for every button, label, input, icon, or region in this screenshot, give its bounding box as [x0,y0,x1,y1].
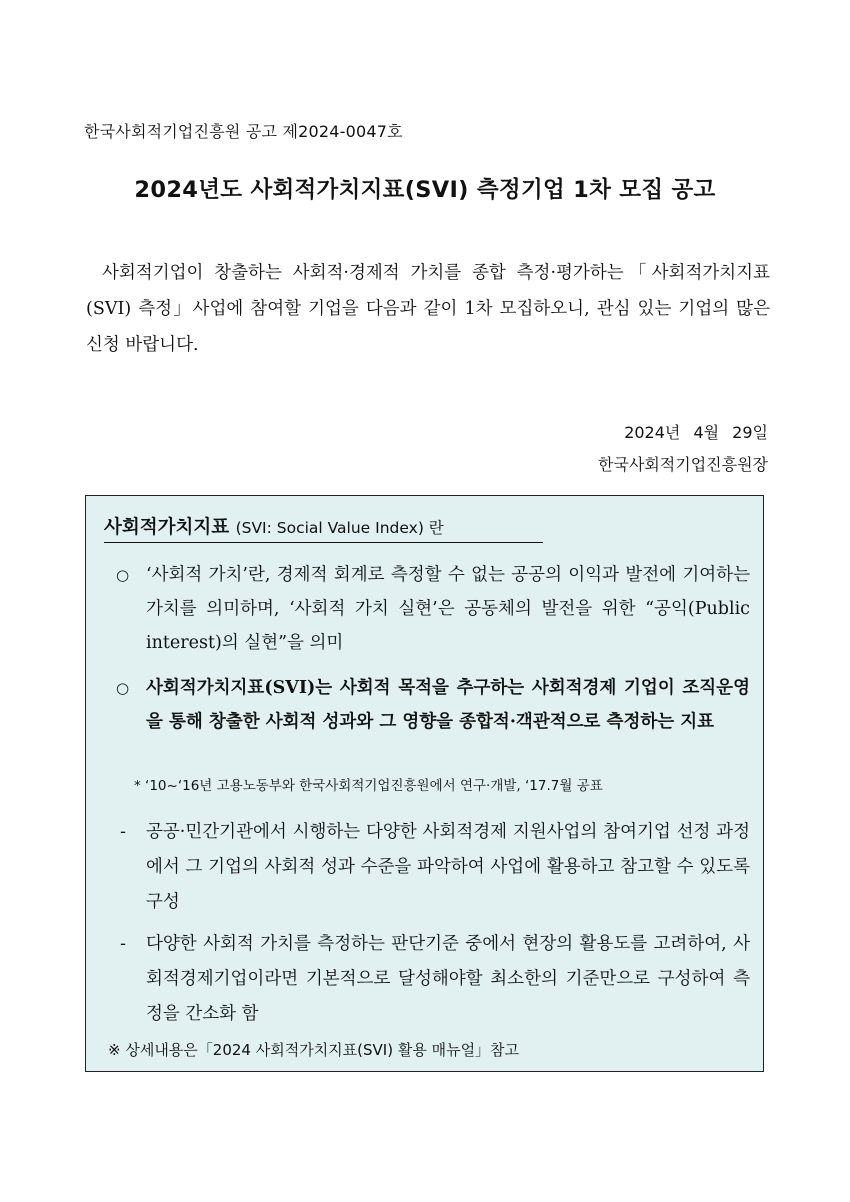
svi-info-box [85,495,764,1072]
dash-item [120,815,750,920]
dash-text: 공공·민간기관에서 시행하는 다양한 사회적경제 지원사업의 참여기업 선정 과정에서 그 기업의 사회적 성과 수준을 파악하여 사업에 활용하고 참고할 수 있도록 구성 [146,822,750,912]
notice-number: 한국사회적기업진흥원 공고 제2024-0047호 [84,122,403,141]
dash-text: 다양한 사회적 가치를 측정하는 판단기준 중에서 현장의 활용도를 고려하여, 사회적경제기업이라면 기본적으로 달성해야할 최소한의 기준만으로 구성하여 측정을 간소화 함 [146,934,750,1024]
intro-paragraph: 사회적기업이 창출하는 사회적·경제적 가치를 종합 측정·평가하는「사회적가치지표(SVI) 측정」사업에 참여할 기업을 다음과 같이 1차 모집하오니, 관심 있는 기업의 많은 신청 바랍니다. [86,263,770,355]
dash-item [120,927,750,1032]
info-box-title [104,513,543,543]
dash-bullet-icon: - [120,822,126,842]
bullet-item [116,558,750,660]
page-title: 2024년도 사회적가치지표(SVI) 측정기업 1차 모집 공고 [134,177,716,203]
footnote: * ‘10~‘16년 고용노동부와 한국사회적기업진흥원에서 연구·개발, ‘17.7월 공표 [134,778,603,794]
info-box-title-main: 사회적가치지표 [104,517,230,538]
bullet-item [116,671,750,739]
bullet-text: ‘사회적 가치’란, 경제적 회계로 측정할 수 없는 공공의 이익과 발전에 기여하는 가치를 의미하며, ‘사회적 가치 실현’은 공동체의 발전을 위한 “공익(Public interest)의 실현”을 의미 [146,565,750,653]
notice-date: 2024년 4월 29일 [624,423,768,442]
info-box-title-sub: (SVI: Social Value Index) 란 [235,519,444,537]
dash-bullet-icon: - [120,934,126,954]
circle-bullet-icon: ○ [116,679,130,697]
manual-reference: ※ 상세내용은「2024 사회적가치지표(SVI) 활용 매뉴얼」참고 [108,1041,520,1059]
bullet-text: 사회적가치지표(SVI)는 사회적 목적을 추구하는 사회적경제 기업이 조직운영을 통해 창출한 사회적 성과와 그 영향을 종합적·객관적으로 측정하는 지표 [146,678,750,732]
issuer-name: 한국사회적기업진흥원장 [597,455,768,474]
circle-bullet-icon: ○ [116,566,130,584]
